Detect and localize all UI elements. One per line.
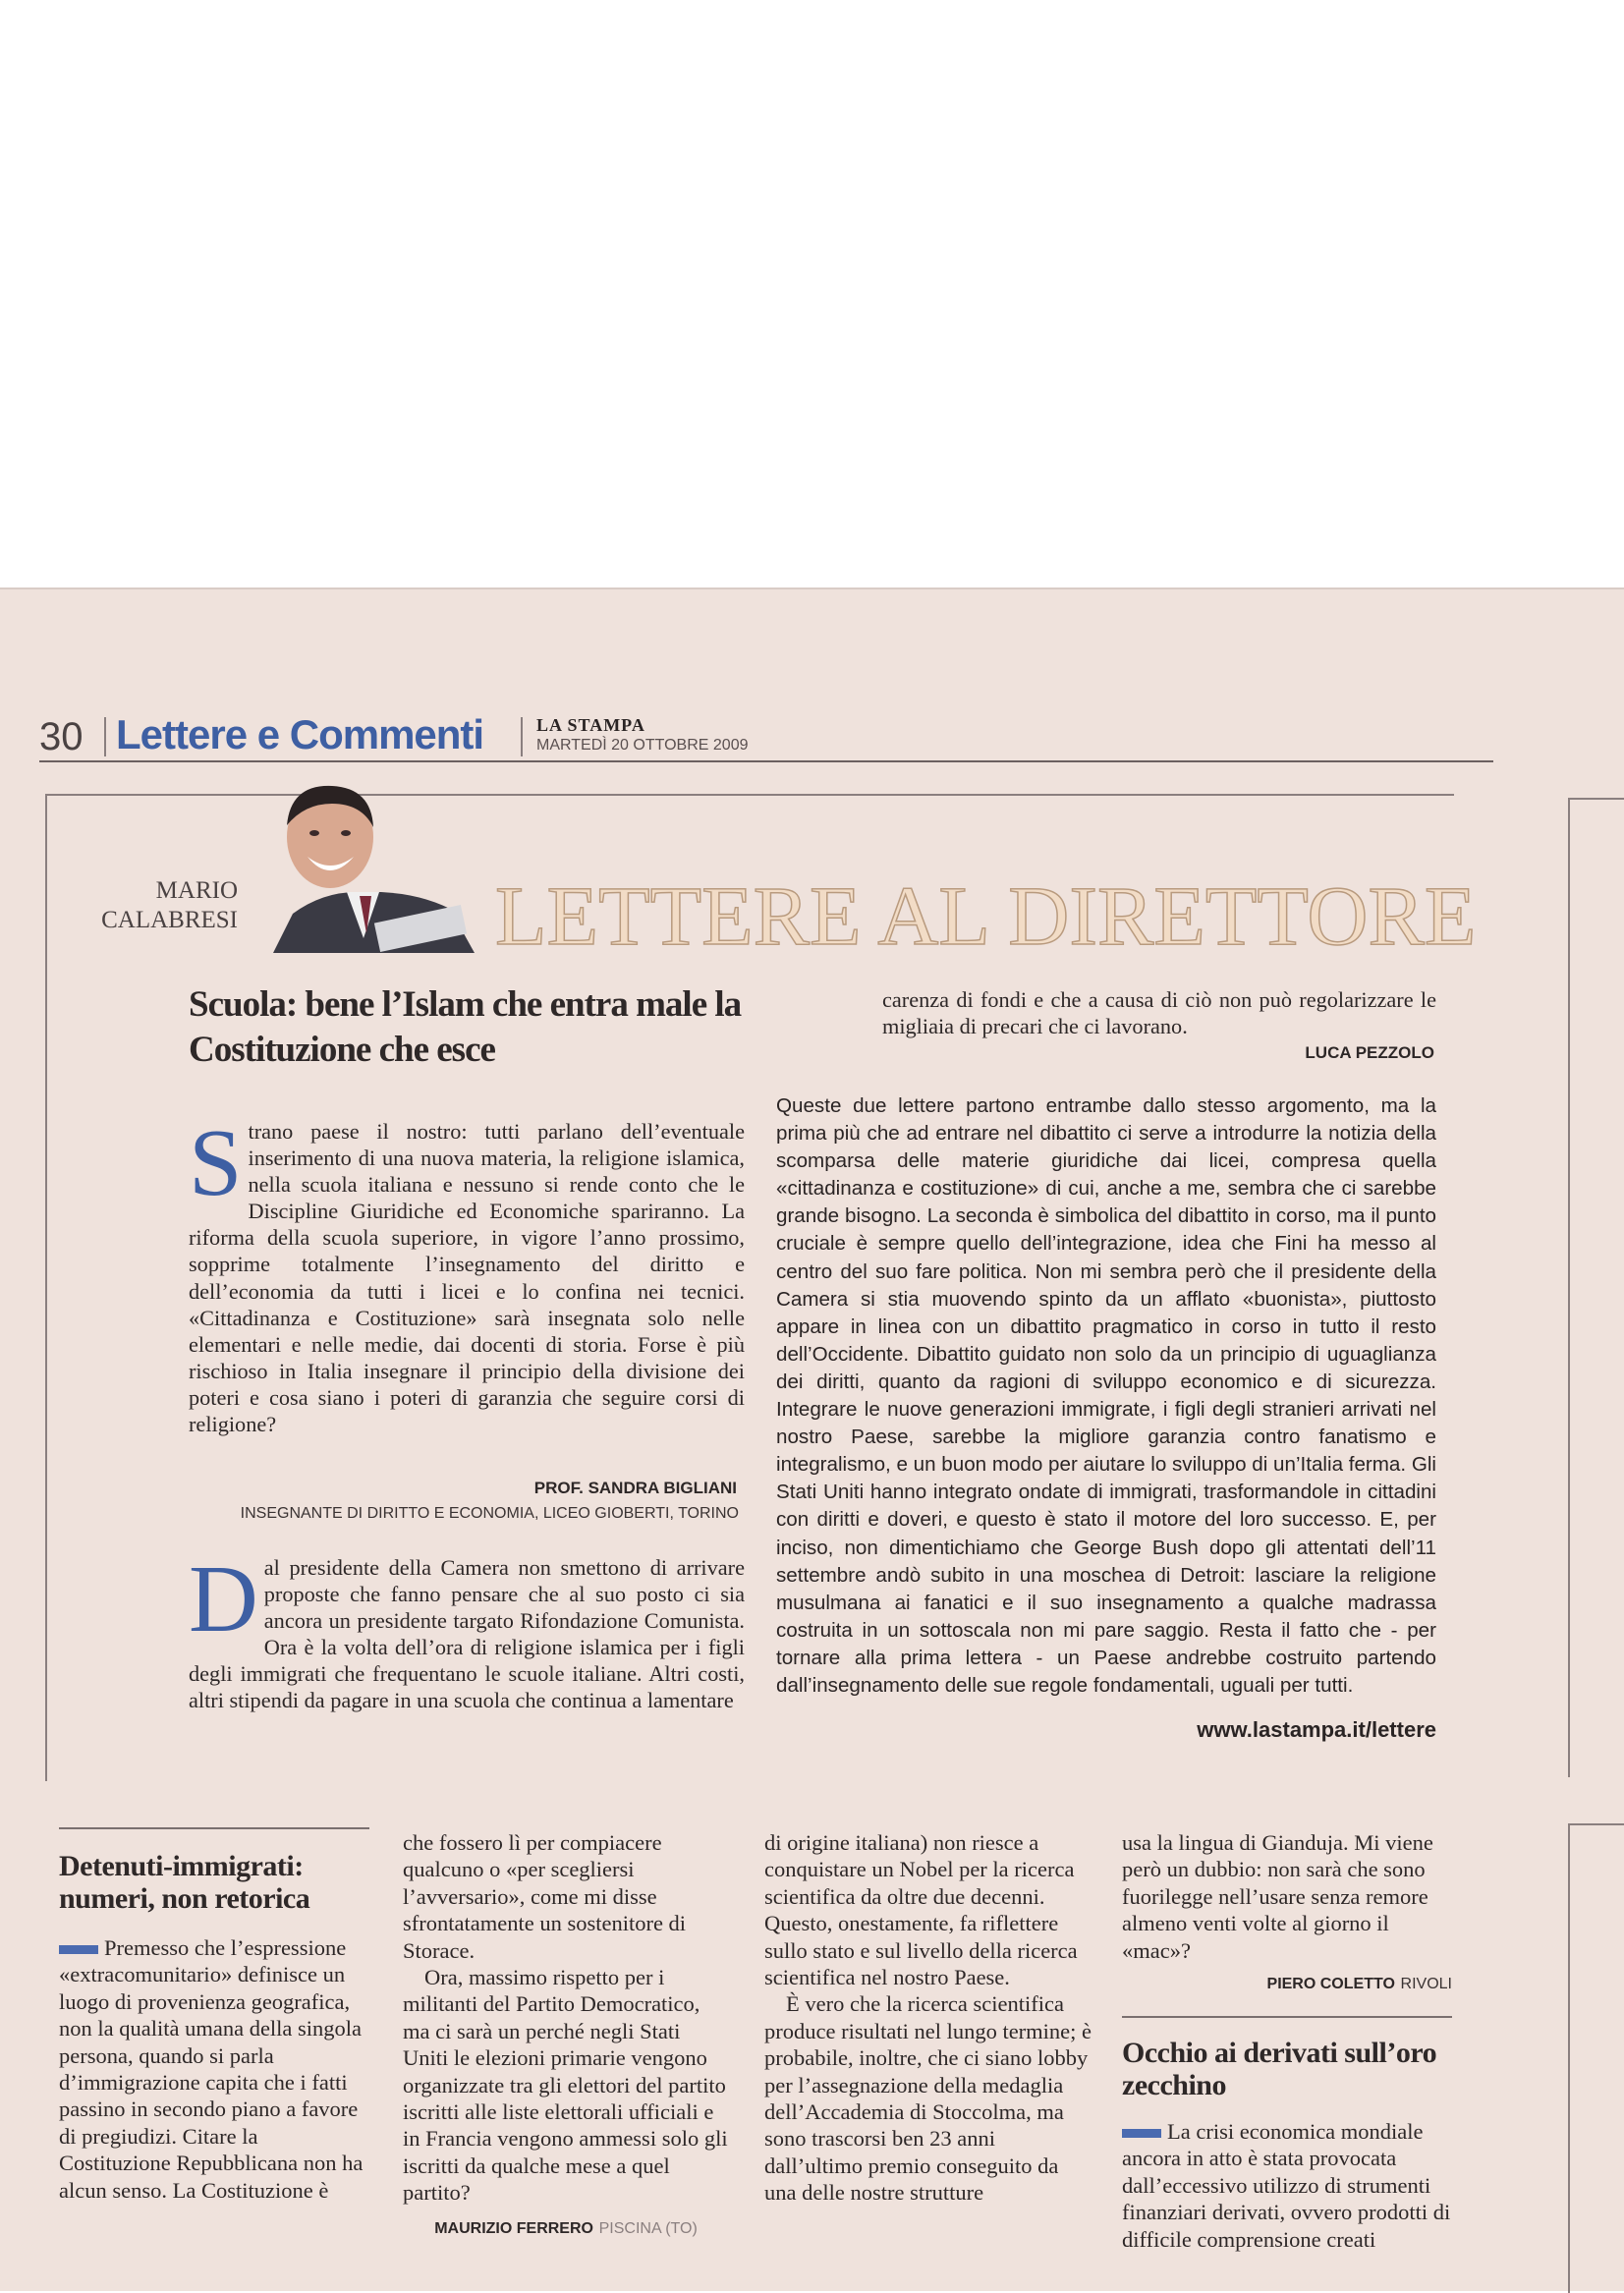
letter-body: che fossero lì per compiacere qualcuno o «per scegliersi l’avversario», come mi disse sfrontatamente un sostenitore di Storace. Ora, massimo rispetto per i militanti del Partito Democratico, ma ci sarà un perché negli Stati Uniti le elezioni primarie vengono organizzate tra gli elettori del partito iscritti alle liste elettorali ufficiali e in Francia vengono ammessi solo gli iscritti da qualche mese a quel partito? MAURIZIO FERRERO PISCINA (TO): [403, 1829, 729, 2242]
letter-body: Strano paese il nostro: tutti parlano dell’eventuale inserimento di una nuova materia, la religione islamica, nella scuola italiana e nessuno si rende conto che le Discipline Giuridiche ed Economiche spariranno. La riforma della scuola superiore, in vigore l’anno prossimo, sopprime totalmente l’insegnamento del diritto e dell’economia da tutti i licei e lo confina nei tecnici. «Cittadinanza e Costituzione» sarà insegnata solo nelle elementari e nelle medie, dai docenti di storia. Forse è più rischioso in Italia insegnare il principio della divisione dei poteri e cosa siano i poteri di garanzia che seguire corsi di religione?: [189, 1110, 745, 1437]
adjacent-page-edge: [1568, 1823, 1624, 2293]
letter-signature-role: INSEGNANTE DI DIRITTO E ECONOMIA, LICEO GIOBERTI, TORINO: [240, 1505, 739, 1522]
letter-body-continuation: carenza di fondi e che a causa di ciò non può regolarizzare le migliaia di precari che ci lavorano.: [882, 987, 1436, 1039]
column-rule: [1122, 2016, 1452, 2018]
letter-signature: PIERO COLETTO RIVOLI: [1266, 1976, 1452, 1993]
letter-body: usa la lingua di Gianduja. Mi viene però un dubbio: non sarà che sono fuorilegge nell’usare senza remore almeno venti volte al giorno il «mac»? PIERO COLETTO RIVOLI: [1122, 1829, 1452, 1997]
column-rule: [59, 1827, 369, 1829]
newspaper-page: [0, 587, 1624, 2291]
lead-marker: [59, 1945, 98, 1954]
letter-headline: Occhio ai derivati sull’oro zecchino: [1122, 2037, 1437, 2101]
drop-cap: D: [189, 1546, 258, 1652]
letter-signature: PROF. SANDRA BIGLIANI: [533, 1479, 737, 1497]
letter-body: Dal presidente della Camera non smettono di arrivare proposte che fanno pensare che al suo posto ci sia ancora un presidente targato Rifondazione Comunista. Ora è la volta dell’ora di religione islamica per i figli degli immigrati che frequentano le scuole italiane. Altri costi, altri stipendi da pagare in una scuola che continua a lamentare: [189, 1546, 745, 1713]
drop-cap: S: [189, 1110, 243, 1216]
lead-marker: [1122, 2129, 1161, 2138]
letter-body: La crisi economica mondiale ancora in atto è stata provocata dall’eccessivo utilizzo di strumenti finanziari derivati, ovvero prodotti di difficile comprensione creati: [1122, 2119, 1451, 2252]
letter-body: di origine italiana) non riesce a conquistare un Nobel per la ricerca scientifica da oltre due decenni. Questo, onestamente, fa riflettere sullo stato e sul livello della ricerca scientifica nel nostro Paese. È vero che la ricerca scientifica produce risultati nel lungo termine; è probabile, inoltre, che ci siano lobby per l’assegnazione della medaglia dell’Accademia di Stoccolma, ma sono trascorsi ben 23 anni dall’ultimo premio conseguito da una delle nostre strutture: [764, 1830, 1092, 2206]
page-number: 30: [39, 715, 84, 758]
header-divider: [104, 717, 106, 756]
letter-signature: LUCA PEZZOLO: [1305, 1043, 1434, 1062]
letter-headline: Detenuti-immigrati: numeri, non retorica: [59, 1850, 310, 1915]
author-photo: [253, 776, 479, 953]
issue-date: MARTEDÌ 20 OTTOBRE 2009: [536, 737, 749, 754]
letter-signature: MAURIZIO FERRERO PISCINA (TO): [434, 2219, 698, 2237]
page-header: [39, 713, 1493, 762]
letter-headline: Scuola: bene l’Islam che entra male la Costituzione che esce: [189, 984, 742, 1070]
letter-body: Premesso che l’espressione «extracomunitario» definisce un luogo di provenienza geografica, non la qualità umana della singola persona, quando si parla d’immigrazione capita che i fatti passino in secondo piano a favore di pregiudizi. Citare la Costituzione Repubblicana non ha alcun senso. La Costituzione è: [59, 1935, 364, 2203]
letters-url: www.lastampa.it/lettere: [1197, 1717, 1436, 1742]
editor-reply: Queste due lettere partono entrambe dallo stesso argomento, ma la prima più che ad entrare nel dibattito ci serve a introdurre la notizia della scomparsa delle materie giuridiche dai licei, compresa quella «cittadinanza e costituzione» di cui, anche a me, sembra che ci sarebbe grande bisogno. La seconda è simbolica del dibattito in corso, ma il punto cruciale è sempre quello dell’integrazione, idea che Fini ha messo al centro del suo fare politica. Non mi sembra però che il presidente della Camera si stia muovendo spinto da un afflato «buonista», piuttosto appare in linea con un dibattito pragmatico in corso in tutto il resto dell’Occidente. Dibattito guidato non solo da un principio di uguaglianza dei diritti, quanto da ragioni di sviluppo economico e di sicurezza. Integrare le nuove generazioni immigrate, i figli degli stranieri arrivati nel nostro Paese, sarebbe la migliore garanzia contro fanatismo e integralismo, e un buon modo per aiutare lo sviluppo di un’Italia ferma. Gli Stati Uniti hanno integrato ondate di immigrati, trasformandole in cittadini con diritti e doveri, e questo è stato il motore del loro successo. E, per inciso, non dimentichiamo che George Bush dopo gli attentati dell’11 settembre andò subito in una moschea di Detroit: lasciare la religione musulmana ai fanatici e il suo insegnamento a qualche madrassa costruita in un sottoscala non mi pare saggio. Resta il fatto che - per tornare alla prima lettera - un Paese andrebbe costruito partendo dall’insegnamento delle sue regole fondamentali, uguali per tutti.: [776, 1094, 1436, 1697]
newspaper-name: LA STAMPA: [536, 715, 645, 735]
adjacent-page-edge: [1568, 798, 1624, 1777]
author-name: MARIO CALABRESI: [101, 877, 238, 933]
section-title: Lettere e Commenti: [116, 711, 484, 757]
column-title: LETTERE AL DIRETTORE: [495, 868, 1477, 963]
header-divider: [521, 717, 523, 756]
